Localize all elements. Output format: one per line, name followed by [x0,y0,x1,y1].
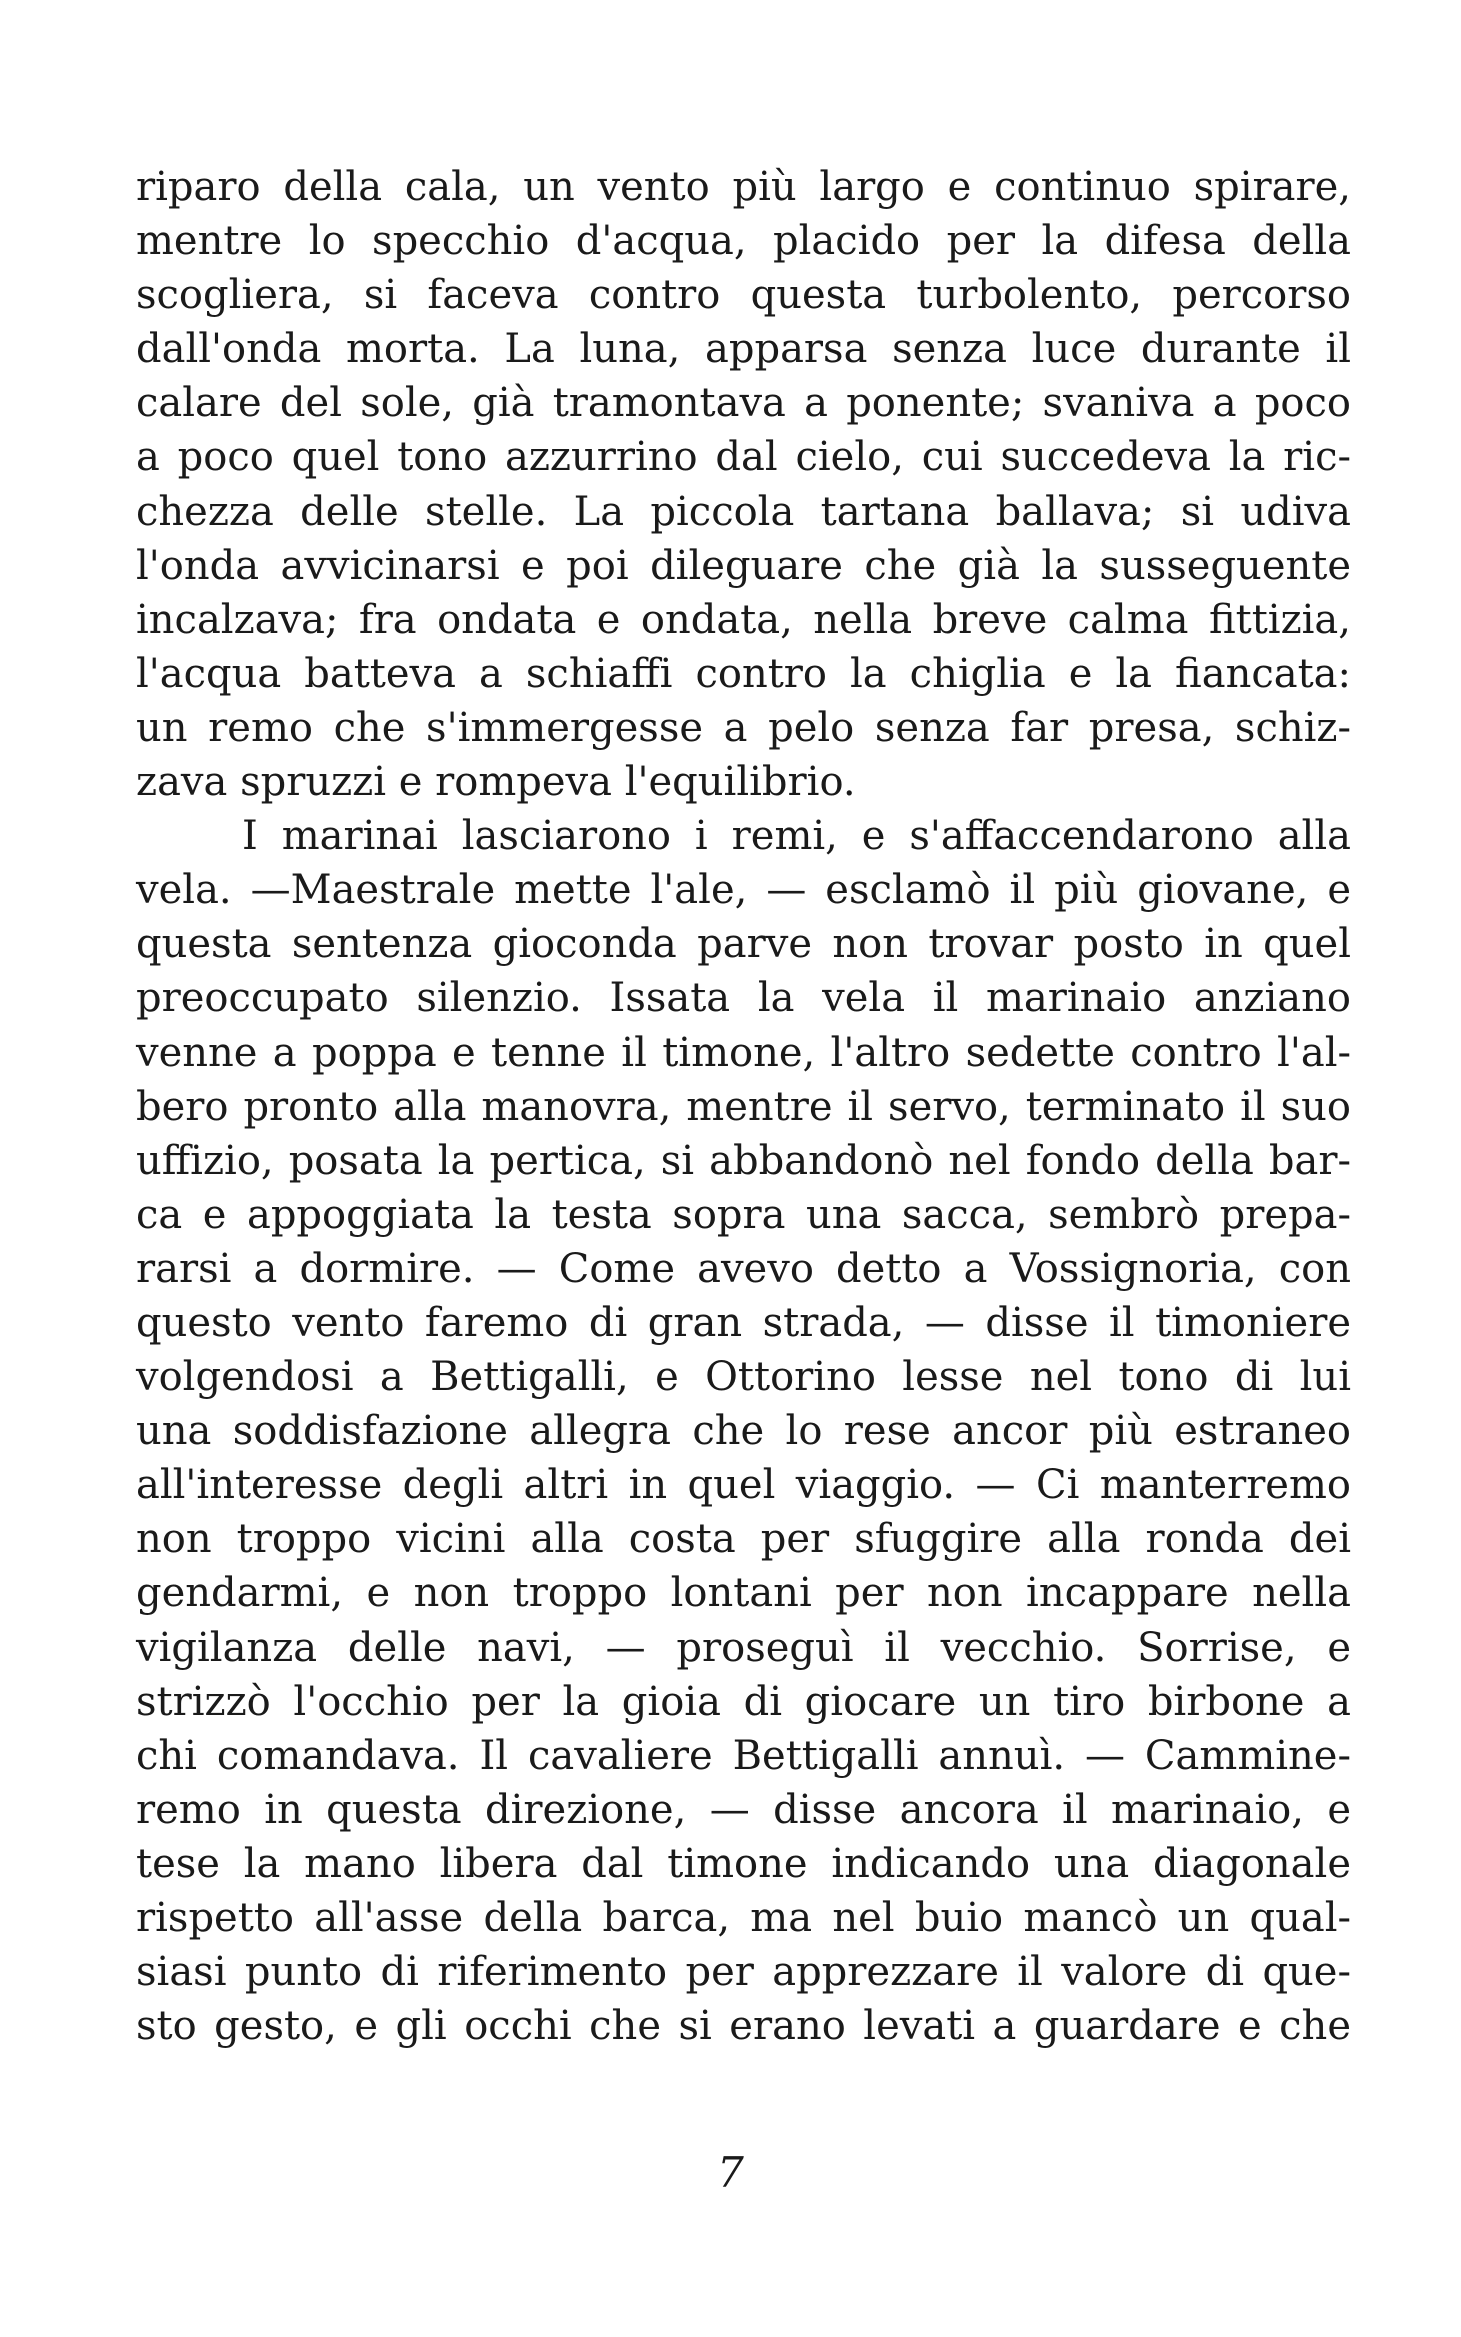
text-line: calare del sole, già tramontava a ponente; svaniva a poco [136,380,1351,427]
text-line: a poco quel tono azzurrino dal cielo, cui succedeva la ric- [136,434,1351,481]
text-line: mentre lo specchio d'acqua, placido per la difesa della [136,218,1351,265]
text-line: l'onda avvicinarsi e poi dileguare che già la susseguente [136,542,1351,589]
text-line: ca e appoggiata la testa sopra una sacca, sembrò prepa- [136,1191,1351,1238]
text-line: gendarmi, e non troppo lontani per non incappare nella [136,1570,1351,1617]
text-line: riparo della cala, un vento più largo e continuo spirare, [136,164,1351,210]
text-line: vigilanza delle navi, — proseguì il vecchio. Sorrise, e [136,1624,1351,1671]
text-line: I marinai lasciarono i remi, e s'affaccendarono alla [242,813,1351,860]
text-line: strizzò l'occhio per la gioia di giocare un tiro birbone a [136,1678,1351,1725]
text-line: zava spruzzi e rompeva l'equilibrio. [136,759,856,806]
text-line: non troppo vicini alla costa per sfuggire alla ronda dei [136,1516,1351,1563]
text-line: dall'onda morta. La luna, apparsa senza luce durante il [136,326,1351,373]
text-line: vela. —Maestrale mette l'ale, — esclamò il più giovane, e [136,867,1351,914]
text-line: chezza delle stelle. La piccola tartana ballava; si udiva [136,488,1351,535]
text-line: venne a poppa e tenne il timone, l'altro sedette contro l'al- [136,1029,1351,1076]
text-line: un remo che s'immergesse a pelo senza far presa, schiz- [136,704,1351,751]
text-line: questa sentenza gioconda parve non trovar posto in quel [136,921,1351,968]
text-line: bero pronto alla manovra, mentre il servo, terminato il suo [136,1083,1351,1130]
text-line: tese la mano libera dal timone indicando una diagonale [136,1840,1351,1887]
text-line: preoccupato silenzio. Issata la vela il marinaio anziano [136,975,1351,1022]
body-text [136,160,1351,2053]
text-line: sto gesto, e gli occhi che si erano levati a guardare e che [136,2003,1351,2050]
text-line: scogliera, si faceva contro questa turbolento, percorso [136,272,1351,319]
page-number: 7 [717,2148,744,2197]
text-line: rarsi a dormire. — Come avevo detto a Vossignoria, con [136,1245,1351,1292]
text-line: incalzava; fra ondata e ondata, nella breve calma fittizia, [136,596,1351,643]
text-line: l'acqua batteva a schiaffi contro la chiglia e la fiancata: [136,650,1351,697]
text-line: remo in questa direzione, — disse ancora il marinaio, e [136,1786,1351,1833]
text-line: una soddisfazione allegra che lo rese ancor più estraneo [136,1408,1351,1455]
text-line: rispetto all'asse della barca, ma nel buio mancò un qual- [136,1895,1351,1941]
text-line: questo vento faremo di gran strada, — disse il timoniere [136,1299,1351,1346]
text-line: volgendosi a Bettigalli, e Ottorino lesse nel tono di lui [136,1354,1351,1401]
text-line: all'interesse degli altri in quel viaggio. — Ci manterremo [136,1462,1351,1509]
text-line: siasi punto di riferimento per apprezzare il valore di que- [136,1949,1351,1996]
text-line: uffizio, posata la pertica, si abbandonò nel fondo della bar- [136,1137,1351,1184]
text-line: chi comandava. Il cavaliere Bettigalli annuì. — Cammine- [136,1732,1351,1779]
